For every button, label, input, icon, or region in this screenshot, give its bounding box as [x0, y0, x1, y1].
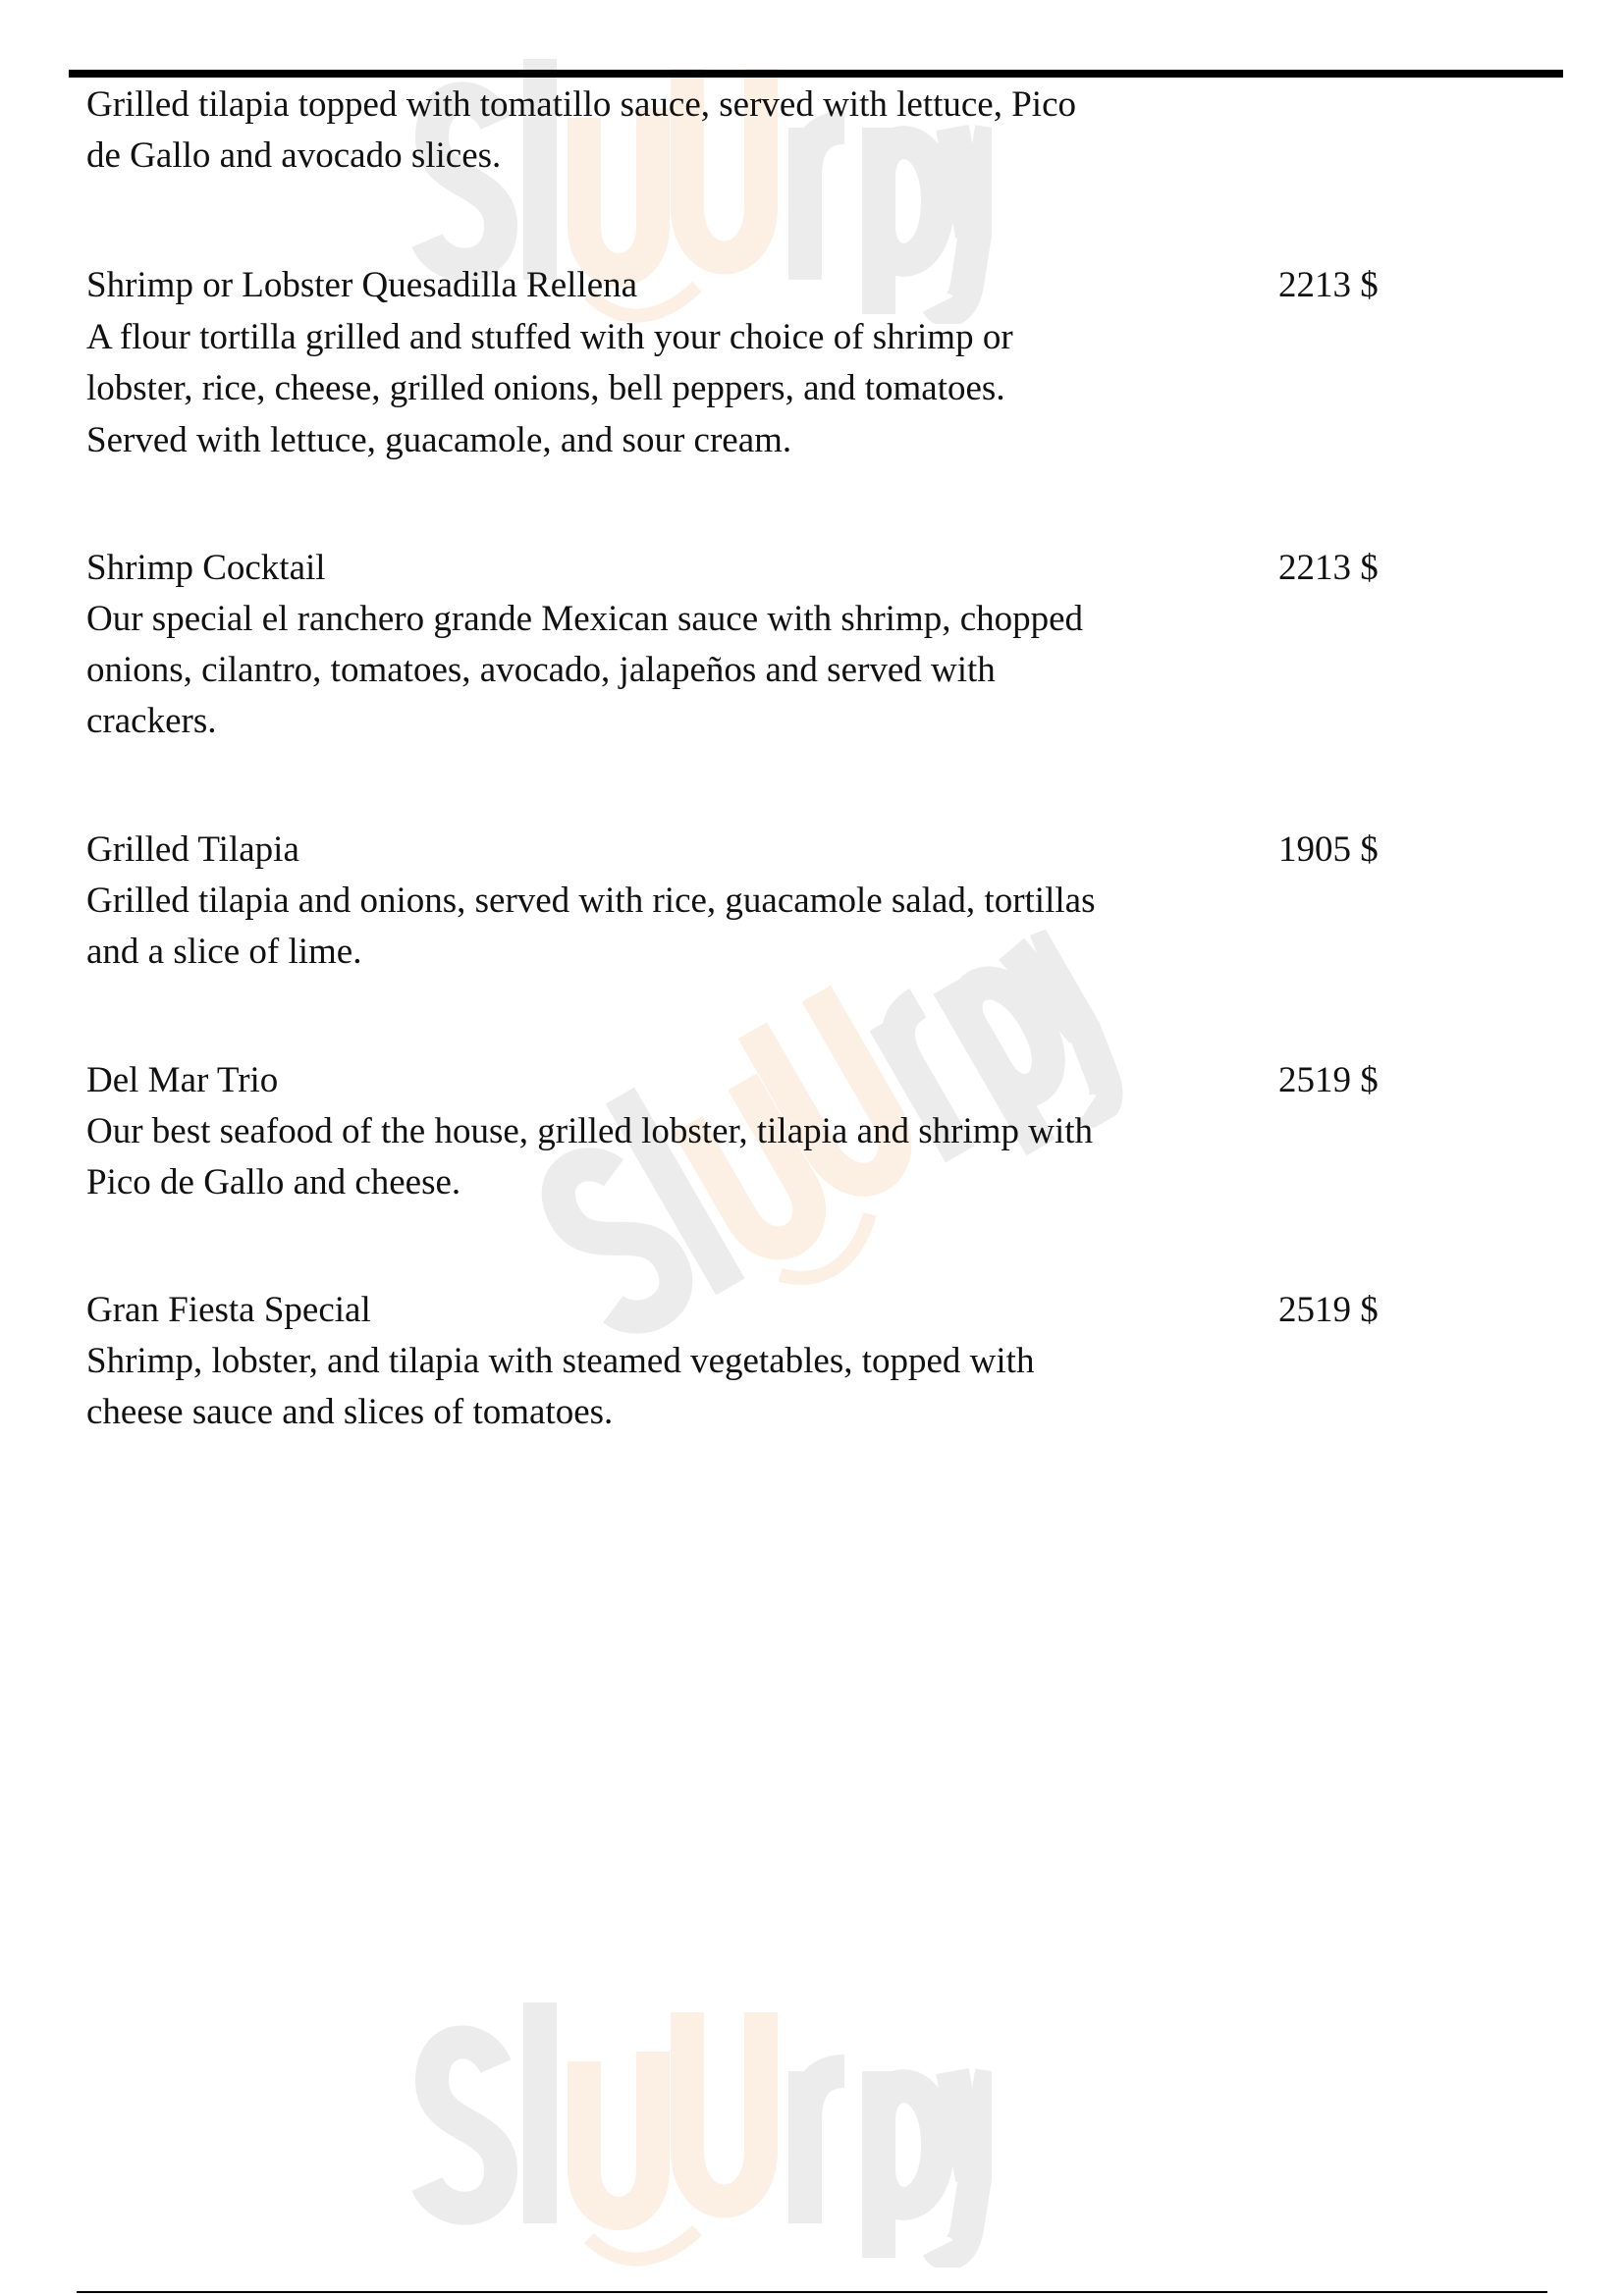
top-divider	[69, 70, 1563, 78]
item-name: Gran Fiesta Special	[86, 1290, 371, 1330]
item-price: 2213 $	[1278, 265, 1379, 305]
item-description-line: onions, cilantro, tomatoes, avocado, jalapeños and served with	[86, 650, 996, 690]
item-name: Shrimp Cocktail	[86, 548, 326, 588]
item-name: Shrimp or Lobster Quesadilla Rellena	[86, 265, 638, 305]
item-description-line: Our special el ranchero grande Mexican sauce with shrimp, chopped	[86, 599, 1084, 639]
watermark-logo-bottom	[403, 1973, 992, 2268]
bottom-divider	[77, 2291, 1547, 2293]
item-price: 2519 $	[1278, 1290, 1379, 1330]
item-description-line: Shrimp, lobster, and tilapia with steamed vegetables, topped with	[86, 1341, 1035, 1381]
item-description-line: A flour tortilla grilled and stuffed with your choice of shrimp or	[86, 317, 1013, 357]
item-description-line: and a slice of lime.	[86, 932, 362, 972]
item-description-line: Served with lettuce, guacamole, and sour cream.	[86, 420, 792, 460]
item-name: Del Mar Trio	[86, 1060, 279, 1100]
item-description-line: crackers.	[86, 701, 217, 741]
intro-description-line: Grilled tilapia topped with tomatillo sauce, served with lettuce, Pico	[86, 84, 1076, 125]
item-price: 2519 $	[1278, 1060, 1379, 1100]
item-price: 1905 $	[1278, 829, 1379, 870]
item-description-line: Our best seafood of the house, grilled lobster, tilapia and shrimp with	[86, 1111, 1094, 1151]
sluurpy-logo-icon	[403, 1973, 992, 2268]
item-description-line: Pico de Gallo and cheese.	[86, 1162, 461, 1202]
item-description-line: lobster, rice, cheese, grilled onions, bell peppers, and tomatoes.	[86, 368, 1005, 408]
item-price: 2213 $	[1278, 548, 1379, 588]
item-description-line: Grilled tilapia and onions, served with rice, guacamole salad, tortillas	[86, 881, 1096, 921]
intro-description-line: de Gallo and avocado slices.	[86, 135, 502, 176]
item-description-line: cheese sauce and slices of tomatoes.	[86, 1392, 614, 1432]
item-name: Grilled Tilapia	[86, 829, 299, 870]
